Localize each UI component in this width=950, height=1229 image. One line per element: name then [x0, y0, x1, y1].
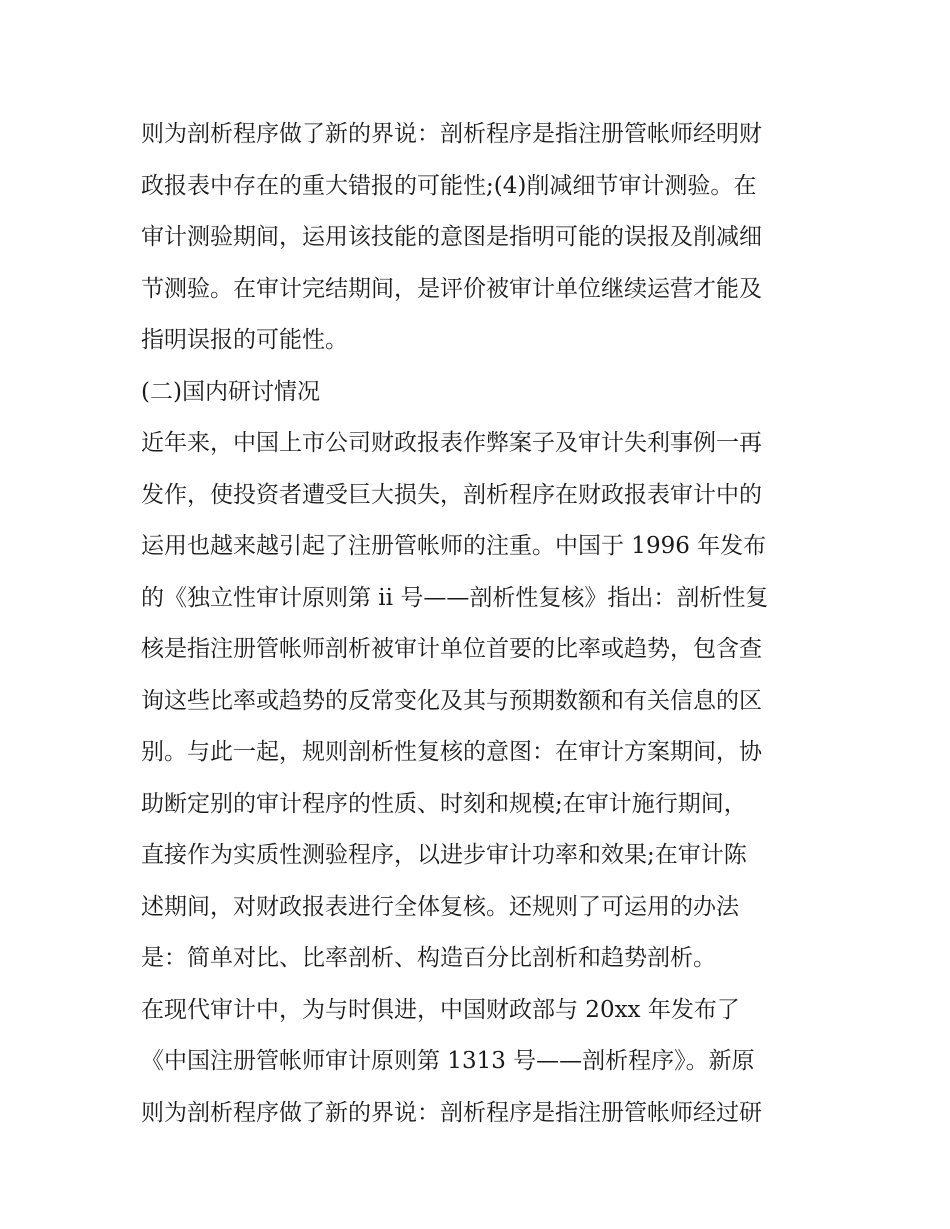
- text-line-13: 别。与此一起，规则剖析性复核的意图：在审计方案期间，协: [141, 739, 762, 765]
- text-line-20: 则为剖析程序做了新的界说：剖析程序是指注册管帐师经过研: [141, 1099, 762, 1126]
- text-line-5: 指明误报的可能性。: [141, 327, 348, 353]
- text-line-10: 的《独立性审计原则第 ii 号——剖析性复核》指出：剖析性复: [141, 584, 769, 611]
- text-line-18: 在现代审计中，为与时俱进，中国财政部与 20xx 年发布了: [141, 996, 740, 1023]
- text-line-4: 节测验。在审计完结期间，是评价被审计单位继续运营才能及: [141, 275, 762, 302]
- text-line-3: 审计测验期间，运用该技能的意图是指明可能的误报及削减细: [141, 224, 762, 250]
- text-line-9: 运用也越来越引起了注册管帐师的注重。中国于 1996 年发布: [141, 533, 767, 559]
- document-body: [141, 109, 821, 1139]
- text-line-19: 《中国注册管帐师审计原则第 1313 号——剖析程序》。新原: [141, 1048, 755, 1074]
- text-line-15: 直接作为实质性测验程序，以进步审计功率和效果;在审计陈: [141, 842, 747, 868]
- text-line-16: 述期间，对财政报表进行全体复核。还规则了可运用的办法: [141, 893, 739, 920]
- text-line-1: 则为剖析程序做了新的界说：剖析程序是指注册管帐师经明财: [141, 121, 762, 147]
- text-line-12: 询这些比率或趋势的反常变化及其与预期数额和有关信息的区: [141, 687, 762, 714]
- text-line-2: 政报表中存在的重大错报的可能性;(4)削减细节审计测验。在: [141, 172, 757, 199]
- text-line-8: 发作，使投资者遭受巨大损失，剖析程序在财政报表审计中的: [141, 481, 762, 508]
- text-line-14: 助断定别的审计程序的性质、时刻和规模;在审计施行期间，: [141, 790, 747, 817]
- text-line-11: 核是指注册管帐师剖析被审计单位首要的比率或趋势，包含查: [141, 636, 762, 662]
- text-line-17: 是：简单对比、比率剖析、构造百分比剖析和趋势剖析。: [141, 945, 716, 971]
- text-line-7: 近年来，中国上市公司财政报表作弊案子及审计失利事例一再: [141, 430, 762, 456]
- section-heading: (二)国内研讨情况: [141, 378, 320, 405]
